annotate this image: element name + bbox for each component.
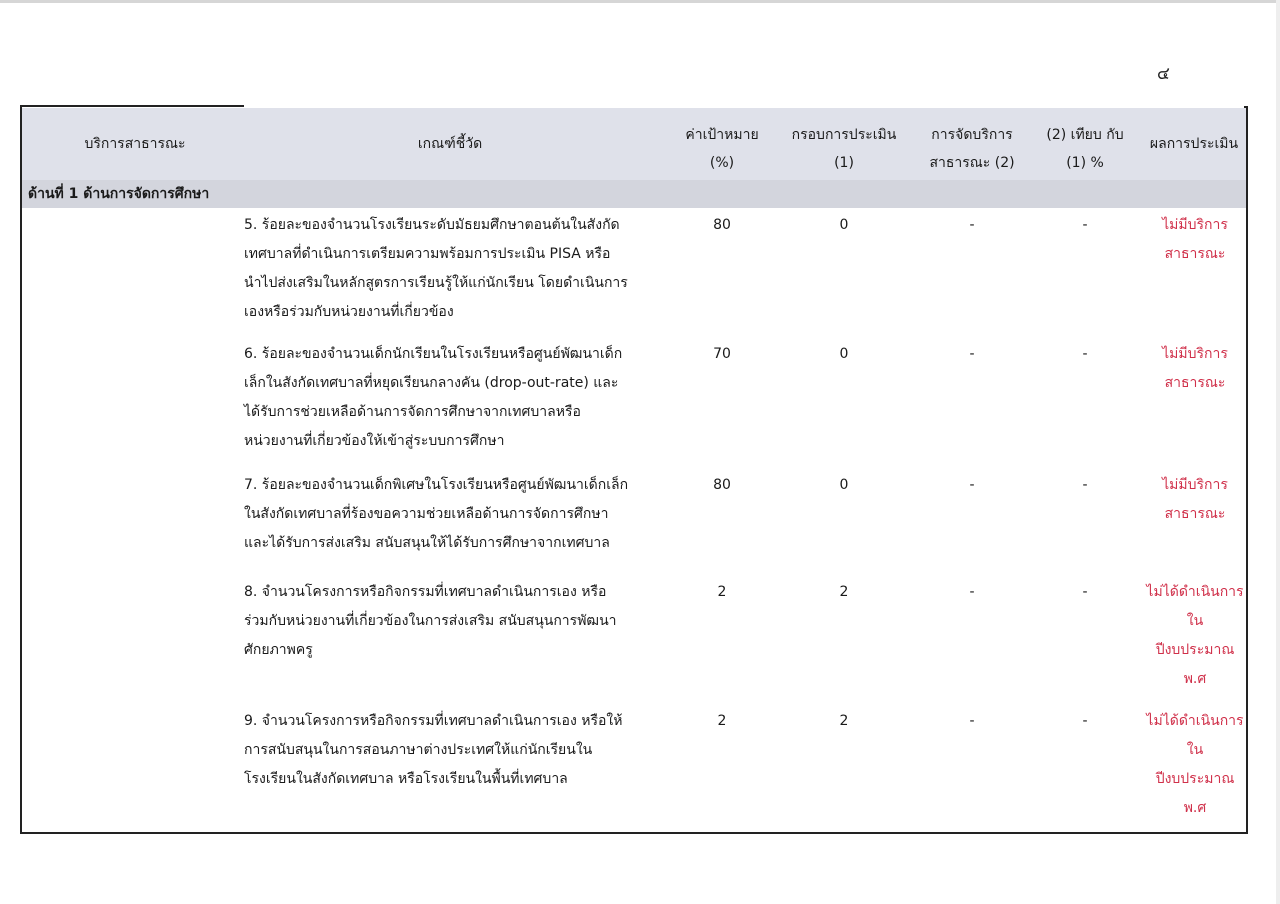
indicator-text: 8. จำนวนโครงการหรือกิจกรรมที่เทศบาลดำเนินการเอง หรือ ร่วมกับหน่วยงานที่เกี่ยวข้องในการส่งเสริม สนับสนุนการพัฒนา ศักยภาพครู [244,584,617,658]
indicator-text: 5. ร้อยละของจำนวนโรงเรียนระดับมัธยมศึกษาตอนต้นในสังกัด เทศบาลที่ดำเนินการเตรียมความพร้อมการประเมิน PISA หรือ นำไปส่งเสริมในหลักสูตรการเรียนรู้ให้แก่นักเรียน โดยดำเนินการ เองหรือร่วมกับหน่วยงานที่เกี่ยวข้อง [244,217,628,320]
header-result: ผลการประเมิน [1149,136,1239,152]
service-value: - [969,217,975,233]
result-text: ไม่มีบริการ สาธารณะ [1162,217,1228,262]
result-text: ไม่มีบริการ สาธารณะ [1162,346,1228,391]
header-frame: กรอบการประเมิน (1) [791,127,897,171]
service-value: - [969,346,975,362]
target-value: 80 [713,217,731,233]
compare-value: - [1082,584,1088,600]
target-value: 80 [713,477,731,493]
scan-right-edge [1276,0,1280,904]
service-value: - [969,477,975,493]
service-value: - [969,584,975,600]
compare-value: - [1082,217,1088,233]
header-service: บริการสาธารณะ [84,136,186,152]
frame-value: 0 [839,346,849,362]
frame-value: 0 [839,477,849,493]
result-text: ไม่ได้ดำเนินการ ใน ปีงบประมาณ พ.ศ [1146,713,1244,816]
indicator-text: 7. ร้อยละของจำนวนเด็กพิเศษในโรงเรียนหรือศูนย์พัฒนาเด็กเล็ก ในสังกัดเทศบาลที่ร้องขอความช่วยเหลือด้านการจัดการศึกษา และได้รับการส่งเสริม สนับสนุนให้ได้รับการศึกษาจากเทศบาล [244,477,629,551]
target-value: 70 [713,346,731,362]
header-compare: (2) เทียบ กับ (1) % [1046,127,1124,171]
service-value: - [969,713,975,729]
result-text: ไม่ได้ดำเนินการ ใน ปีงบประมาณ พ.ศ [1146,584,1244,687]
target-value: 2 [717,713,727,729]
compare-value: - [1082,477,1088,493]
header-indicator: เกณฑ์ชี้วัด [417,136,483,152]
table-top-rule [20,105,244,107]
result-text: ไม่มีบริการ สาธารณะ [1162,477,1228,522]
page-number: ๔ [1157,64,1170,84]
frame-value: 2 [839,584,849,600]
scan-top-edge [0,0,1280,3]
indicator-text: 9. จำนวนโครงการหรือกิจกรรมที่เทศบาลดำเนินการเอง หรือให้ การสนับสนุนในการสอนภาษาต่างประเทศให้แก่นักเรียนใน โรงเรียนในสังกัดเทศบาล หรือโรงเรียนในพื้นที่เทศบาล [244,713,623,787]
header-service-mgmt: การจัดบริการ สาธารณะ (2) [929,127,1015,171]
compare-value: - [1082,346,1088,362]
header-target: ค่าเป้าหมาย (%) [685,127,759,171]
frame-value: 0 [839,217,849,233]
compare-value: - [1082,713,1088,729]
frame-value: 2 [839,713,849,729]
indicator-text: 6. ร้อยละของจำนวนเด็กนักเรียนในโรงเรียนหรือศูนย์พัฒนาเด็ก เล็กในสังกัดเทศบาลที่หยุดเรียนกลางคัน (drop-out-rate) และ ได้รับการช่วยเหลือด้านการจัดการศึกษาจากเทศบาลหรือ หน่วยงานที่เกี่ยวข้องให้เข้าสู่ระบบการศึกษา [244,346,623,449]
target-value: 2 [717,584,727,600]
section-title: ด้านที่ 1 ด้านการจัดการศึกษา [28,186,210,202]
